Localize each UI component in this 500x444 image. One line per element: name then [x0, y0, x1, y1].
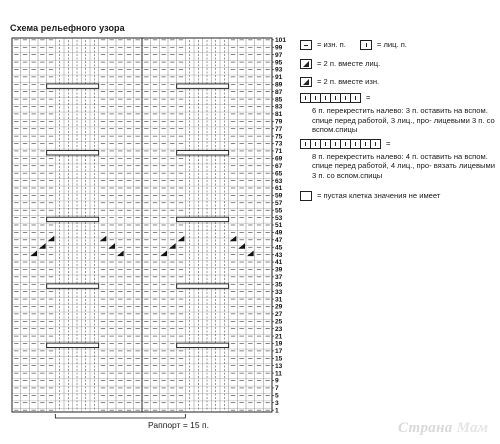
- legend-purl-label: = изн. п.: [317, 40, 346, 49]
- row-number: 93: [275, 66, 283, 74]
- row-number: 21: [275, 333, 283, 341]
- row-number: 27: [275, 311, 283, 319]
- legend-empty: [300, 191, 496, 201]
- repeat-label: Раппорт = 15 п.: [148, 420, 209, 430]
- row-number: 53: [275, 214, 283, 222]
- row-number: 3: [275, 399, 279, 407]
- cable-bar: [47, 217, 99, 221]
- row-number: 45: [275, 244, 283, 252]
- row-number: 71: [275, 148, 283, 156]
- legend-cable8-eq: =: [386, 138, 391, 148]
- row-number: 75: [275, 133, 283, 141]
- cable-bar: [177, 343, 229, 347]
- row-number: 97: [275, 51, 283, 59]
- cable-bar: [47, 343, 99, 347]
- row-number: 99: [275, 44, 283, 52]
- legend-k2tog: [300, 59, 496, 69]
- row-number: 61: [275, 185, 283, 193]
- p2tog-symbol-icon: [300, 77, 312, 87]
- legend-p2tog-label: = 2 п. вместе изн.: [317, 77, 380, 86]
- cable-bar: [177, 217, 229, 221]
- row-number: 55: [275, 207, 283, 215]
- chart-title: Схема рельефного узора: [10, 23, 125, 33]
- row-number: 41: [275, 259, 283, 267]
- watermark-logo: Страна Мам: [398, 420, 489, 436]
- cable-bar: [177, 151, 229, 155]
- row-number: 59: [275, 192, 283, 200]
- row-number: 35: [275, 281, 283, 289]
- row-number: 65: [275, 170, 283, 178]
- empty-cell-symbol-icon: [300, 191, 312, 201]
- row-number: 77: [275, 125, 283, 133]
- row-number: 15: [275, 355, 283, 363]
- row-number: 39: [275, 266, 283, 274]
- row-number: 5: [275, 392, 279, 400]
- cable-bar: [177, 284, 229, 288]
- legend-knit-label: = лиц. п.: [376, 40, 407, 49]
- row-number: 31: [275, 296, 283, 304]
- row-number: 49: [275, 229, 283, 237]
- row-number: 95: [275, 59, 283, 67]
- cable-bar: [177, 84, 229, 88]
- knit-symbol-icon: [360, 40, 372, 50]
- cable-bar: [47, 151, 99, 155]
- legend-cable8-desc: 8 п. перекрестить налево: 4 п. оставить на вспом. спице перед работой, 4 лиц., про- вязать лицевыми 3 п. со вспом.спицы: [312, 151, 495, 180]
- legend-cable6: [300, 93, 496, 103]
- row-number: 69: [275, 155, 283, 163]
- row-number: 85: [275, 96, 283, 104]
- row-number: 19: [275, 340, 283, 348]
- row-number: 91: [275, 74, 283, 82]
- row-number: 13: [275, 362, 283, 370]
- row-number: 17: [275, 348, 283, 356]
- legend-cable8: [300, 139, 496, 149]
- row-number: 29: [275, 303, 283, 311]
- row-number: 67: [275, 162, 283, 170]
- row-number: 7: [275, 385, 279, 393]
- row-number: 87: [275, 88, 283, 96]
- row-number: 73: [275, 140, 283, 148]
- row-number: 23: [275, 325, 283, 333]
- row-number: 1: [275, 407, 279, 415]
- legend-empty-label: = пустая клетка значения не имеет: [317, 190, 441, 200]
- legend-cable6-eq: =: [366, 93, 371, 102]
- legend-k2tog-label: = 2 п. вместе лиц.: [317, 59, 381, 68]
- legend-purl: [300, 40, 496, 50]
- k2tog-symbol-icon: [300, 59, 312, 69]
- row-number: 43: [275, 251, 283, 259]
- cable-bar: [47, 284, 99, 288]
- row-number: 63: [275, 177, 283, 185]
- legend-p2tog: [300, 77, 496, 87]
- row-number: 101: [275, 37, 287, 45]
- row-number: 25: [275, 318, 283, 326]
- row-number: 79: [275, 118, 283, 126]
- row-number: 11: [275, 370, 282, 378]
- cable8-symbol-icon: [300, 139, 381, 149]
- cable6-symbol-icon: [300, 93, 361, 103]
- legend: [300, 40, 496, 201]
- row-number: 89: [275, 81, 283, 89]
- row-number: 51: [275, 222, 283, 230]
- legend-cable6-desc: 6 п. перекрестить налево: 3 п. оставить на вспом. спице перед работой, 3 лиц., про- лицевыми 3 п. со вспом.спицы: [312, 106, 495, 135]
- row-number: 9: [275, 377, 279, 385]
- row-number: 37: [275, 274, 283, 282]
- purl-symbol-icon: [300, 40, 312, 50]
- row-number: 33: [275, 288, 283, 296]
- row-number: 83: [275, 103, 283, 111]
- repeat-bracket: [55, 414, 185, 418]
- row-number: 47: [275, 237, 283, 245]
- cable-bar: [47, 84, 99, 88]
- row-number: 81: [275, 111, 283, 119]
- row-number: 57: [275, 199, 283, 207]
